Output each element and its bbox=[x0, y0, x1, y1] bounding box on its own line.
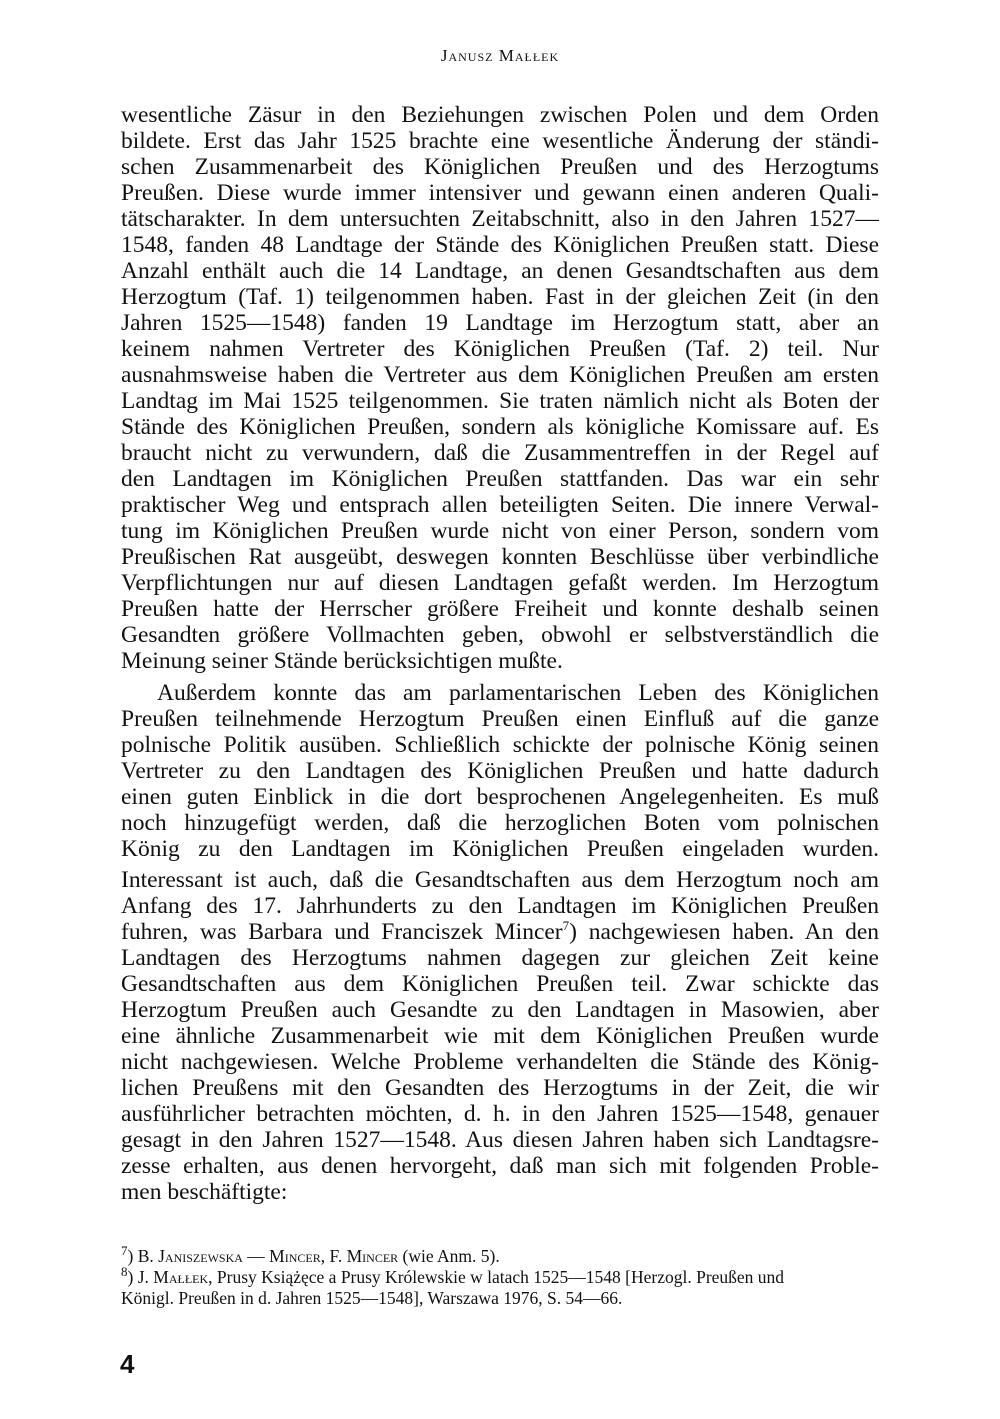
text-line: Vertreter zu den Landtagen des Königlichen Preußen und hatte dadurch bbox=[121, 758, 879, 784]
text-line: men beschäftigte: bbox=[121, 1179, 288, 1205]
text-line bbox=[121, 918, 879, 946]
text-line: Anzahl enthält auch die 14 Landtage, an denen Gesandtschaften aus dem bbox=[121, 258, 879, 284]
text-line: ausführlicher betrachten möchten, d. h. in den Jahren 1525—1548, genauer bbox=[121, 1101, 879, 1127]
footnote-author: Małłek bbox=[153, 1267, 209, 1287]
footnote-mark: 7 bbox=[121, 1243, 128, 1259]
text-line: noch hinzugefügt werden, daß die herzoglichen Boten vom polnischen bbox=[121, 810, 879, 836]
text-line: Gesandtschaften aus dem Königlichen Preußen teil. Zwar schickte das bbox=[121, 971, 879, 997]
text-line: lichen Preußens mit den Gesandten des Herzogtums in der Zeit, die wir bbox=[121, 1075, 879, 1101]
footnote-text: , Prusy Książęce a Prusy Królewskie w latach 1525—1548 [Herzogl. Preußen und bbox=[208, 1267, 785, 1287]
text-line: Jahren 1525—1548) fanden 19 Landtage im Herzogtum statt, aber an bbox=[121, 310, 879, 336]
text-line: tung im Königlichen Preußen wurde nicht von einer Person, sondern vom bbox=[121, 518, 879, 544]
text-line: keinem nahmen Vertreter des Königlichen Preußen (Taf. 2) teil. Nur bbox=[121, 336, 879, 362]
text-line: Preußischen Rat ausgeübt, deswegen konnten Beschlüsse über verbindliche bbox=[121, 544, 879, 570]
text-line: Anfang des 17. Jahrhunderts zu den Landtagen im Königlichen Preußen bbox=[121, 893, 879, 919]
text-line: einen guten Einblick in die dort besprochenen Angelegenheiten. Es muß bbox=[121, 784, 879, 810]
text-line: den Landtagen im Königlichen Preußen stattfanden. Das war ein sehr bbox=[121, 466, 879, 492]
text-line: Stände des Königlichen Preußen, sondern als königliche Komissare auf. Es bbox=[121, 414, 879, 440]
footnote-7 bbox=[121, 1245, 879, 1267]
footnote-8-line2: Königl. Preußen in d. Jahren 1525—1548], Warszawa 1976, S. 54—66. bbox=[121, 1288, 623, 1308]
text-line: Landtagen des Herzogtums nahmen dagegen zur gleichen Zeit keine bbox=[121, 945, 879, 971]
text-line: praktischer Weg und entsprach allen beteiligten Seiten. Die innere Verwal- bbox=[121, 492, 879, 518]
text-line: wesentliche Zäsur in den Beziehungen zwischen Polen und dem Orden bbox=[121, 102, 879, 128]
text-line: Herzogtum Preußen auch Gesandte zu den Landtagen in Masowien, aber bbox=[121, 997, 879, 1023]
running-header: Janusz Małłek bbox=[440, 46, 560, 65]
footnote-author: Janiszewska — Mincer bbox=[158, 1246, 321, 1266]
text-line: König zu den Landtagen im Königlichen Preußen eingeladen wurden. bbox=[121, 836, 879, 862]
text-line: zesse erhalten, aus denen hervorgeht, daß man sich mit folgenden Proble- bbox=[121, 1153, 879, 1179]
footnote-ref: 7 bbox=[562, 918, 570, 934]
text-line: braucht nicht zu verwundern, daß die Zusammentreffen in der Regel auf bbox=[121, 440, 879, 466]
text-line: nicht nachgewiesen. Welche Probleme verhandelten die Stände des König- bbox=[121, 1049, 879, 1075]
footnote-mark: 8 bbox=[121, 1264, 128, 1280]
page-number: 4 bbox=[120, 1349, 135, 1379]
text-fragment: fuhren, was Barbara und Franciszek Mincer bbox=[121, 919, 563, 945]
text-line: ausnahmsweise haben die Vertreter aus dem Königlichen Preußen am ersten bbox=[121, 362, 879, 388]
text-line: Außerdem konnte das am parlamentarischen Leben des Königlichen bbox=[157, 680, 879, 706]
text-line: 1548, fanden 48 Landtage der Stände des Königlichen Preußen statt. Diese bbox=[121, 232, 879, 258]
footnote-text: (wie Anm. 5). bbox=[398, 1246, 500, 1266]
text-line: polnische Politik ausüben. Schließlich schickte der polnische König seinen bbox=[121, 732, 879, 758]
text-line: bildete. Erst das Jahr 1525 brachte eine wesentliche Änderung der ständi- bbox=[121, 128, 879, 154]
text-line: Herzogtum (Taf. 1) teilgenommen haben. Fast in der gleichen Zeit (in den bbox=[121, 284, 879, 310]
text-fragment: ) nachgewiesen haben. An den bbox=[569, 919, 879, 945]
text-line: Meinung seiner Stände berücksichtigen mußte. bbox=[121, 648, 563, 674]
text-line: Preußen teilnehmende Herzogtum Preußen einen Einfluß auf die ganze bbox=[121, 706, 879, 732]
text-line: Interessant ist auch, daß die Gesandtschaften aus dem Herzogtum noch am bbox=[121, 867, 879, 893]
footnote-author: Mincer bbox=[346, 1246, 399, 1266]
text-line: schen Zusammenarbeit des Königlichen Preußen und des Herzogtums bbox=[121, 154, 879, 180]
text-line: gesagt in den Jahren 1527—1548. Aus diesen Jahren haben sich Landtagsre- bbox=[121, 1127, 879, 1153]
text-line: Landtag im Mai 1525 teilgenommen. Sie traten nämlich nicht als Boten der bbox=[121, 388, 879, 414]
text-line: eine ähnliche Zusammenarbeit wie mit dem Königlichen Preußen wurde bbox=[121, 1023, 879, 1049]
text-line: Preußen hatte der Herrscher größere Freiheit und konnte deshalb seinen bbox=[121, 596, 879, 622]
text-line: tätscharakter. In dem untersuchten Zeitabschnitt, also in den Jahren 1527— bbox=[121, 206, 879, 232]
text-line: Verpflichtungen nur auf diesen Landtagen gefaßt werden. Im Herzogtum bbox=[121, 570, 879, 596]
footnote-text: ) J. bbox=[127, 1267, 154, 1287]
footnote-text: ) B. bbox=[127, 1246, 159, 1266]
text-line: Gesandten größere Vollmachten geben, obwohl er selbstverständlich die bbox=[121, 622, 879, 648]
footnote-8 bbox=[121, 1266, 879, 1288]
footnote-text: , F. bbox=[320, 1246, 347, 1266]
text-line: Preußen. Diese wurde immer intensiver und gewann einen anderen Quali- bbox=[121, 180, 879, 206]
